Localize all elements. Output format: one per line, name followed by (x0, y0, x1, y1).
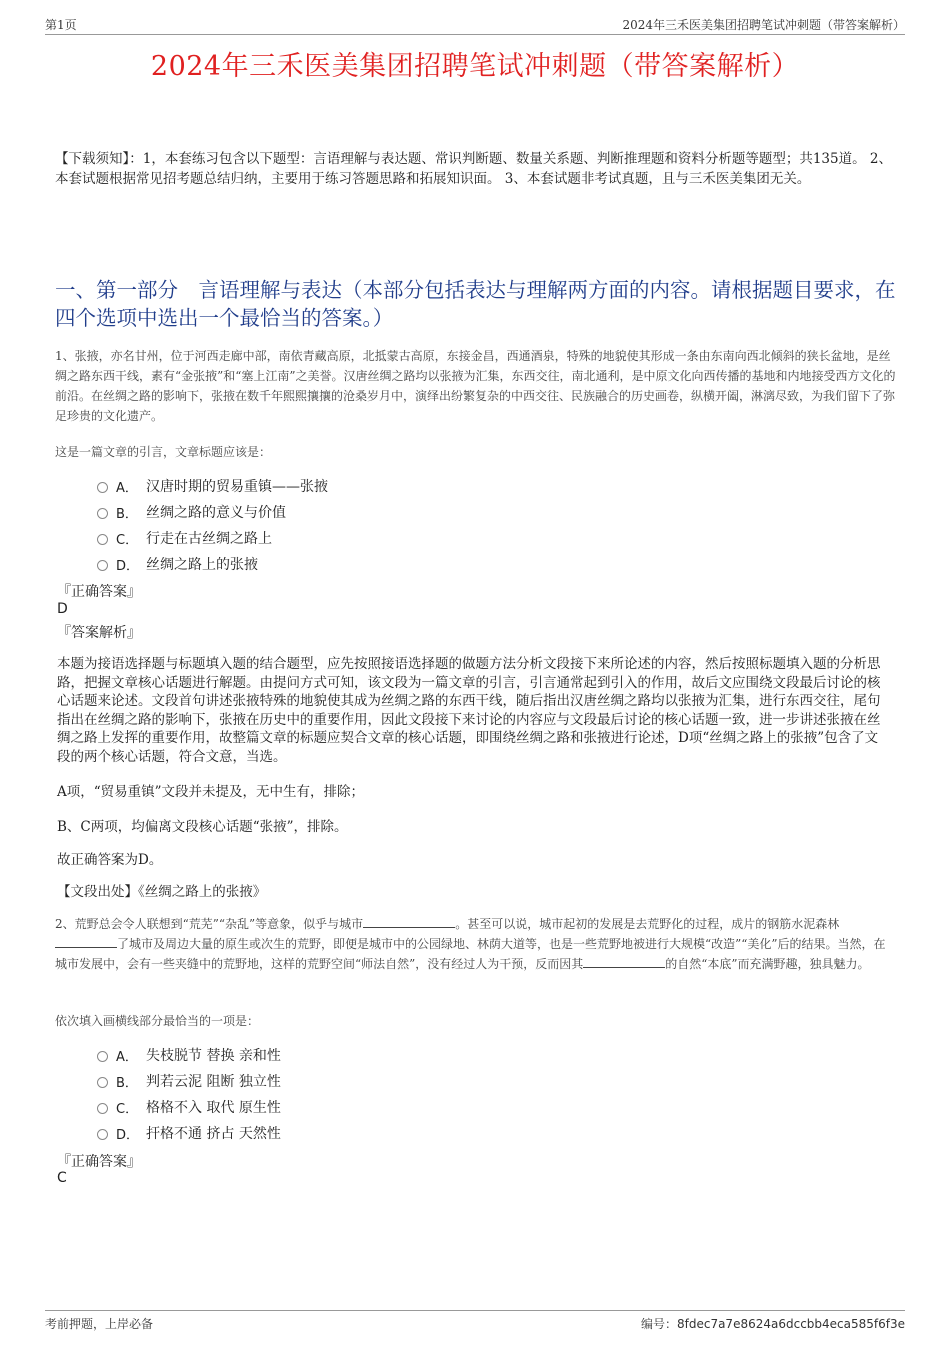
fill-blank-3 (583, 955, 665, 968)
question-2-answer-label: 『正确答案』 (57, 1154, 141, 1170)
footer-code: 编号：8fdec7a7e8624a6dccbb4eca585f6f3e (640, 1317, 905, 1331)
question-1-line-a: A项，“贸易重镇”文段并未提及，无中生有，排除； (57, 784, 365, 800)
page-number: 第1页 (45, 18, 77, 32)
question-1-text: 1、张掖，亦名甘州，位于河西走廊中部，南依青藏高原，北抵蒙古高原，东接金昌，西通酒泉，特殊的地貌使其形成一条由东南向西北倾斜的狭长盆地，是丝绸之路东西干线，素有“金张掖”和“塞上江南”之美誉。汉唐丝绸之路均以张掖为汇集，东西交往，南北通利，是中原文化向西传播的基地和内地接受西方文化的前沿。在丝绸之路的影响下，张掖在数千年熙熙攘攘的沧桑岁月中，演绎出纷繁复杂的中西交往、民族融合的历史画卷，纵横开阖，淋漓尽致，为我们留下了弥足珍贵的文化遗产。 (55, 349, 896, 423)
download-notice: 【下载须知】：1，本套练习包含以下题型：言语理解与表达题、常识判断题、数量关系题、判断推理题和资料分析题等题型；共135道。 2、本套试题根据常见招考题总结归纳，主要用于练习答题思路和拓展知识面。 3、本套试题非考试真题，且与三禾医美集团无关。 (55, 151, 892, 187)
question-1-answer: D (57, 601, 68, 617)
fill-blank-2 (55, 935, 117, 948)
question-1-line-bc: B、C两项，均偏离文段核心话题“张掖”，排除。 (57, 819, 348, 835)
radio-icon[interactable] (97, 1129, 108, 1140)
question-1-option-c[interactable]: C． 行走在古丝绸之路上 (97, 528, 272, 548)
question-1-source: 【文段出处】《丝绸之路上的张掖》 (57, 884, 267, 900)
radio-icon[interactable] (97, 534, 108, 545)
question-2-option-d[interactable]: D． 扞格不通 挤占 天然性 (97, 1123, 281, 1143)
question-1-ask: 这是一篇文章的引言，文章标题应该是： (55, 445, 272, 459)
section-title: 一、第一部分 言语理解与表达（本部分包括表达与理解两方面的内容。请根据题目要求，在四个选项中选出一个最恰当的答案。） (55, 278, 896, 330)
question-2-option-a[interactable]: A． 失枝脱节 替换 亲和性 (97, 1045, 281, 1065)
radio-icon[interactable] (97, 508, 108, 519)
question-1-option-d[interactable]: D． 丝绸之路上的张掖 (97, 554, 258, 574)
question-1-conclusion: 故正确答案为D。 (57, 852, 163, 868)
radio-icon[interactable] (97, 1077, 108, 1088)
question-2-ask: 依次填入画横线部分最恰当的一项是： (55, 1014, 260, 1028)
question-1-answer-label: 『正确答案』 (57, 584, 141, 600)
footer-slogan: 考前押题，上岸必备 (45, 1317, 154, 1331)
radio-icon[interactable] (97, 1051, 108, 1062)
radio-icon[interactable] (97, 1103, 108, 1114)
page-footer (45, 1310, 905, 1331)
page-header (45, 12, 905, 35)
radio-icon[interactable] (97, 482, 108, 493)
question-2-option-c[interactable]: C． 格格不入 取代 原生性 (97, 1097, 281, 1117)
radio-icon[interactable] (97, 560, 108, 571)
question-1-option-a[interactable]: A． 汉唐时期的贸易重镇——张掖 (97, 476, 328, 496)
question-2-option-b[interactable]: B． 判若云泥 阻断 独立性 (97, 1071, 281, 1091)
question-1-analysis-label: 『答案解析』 (57, 625, 141, 641)
document-title: 2024年三禾医美集团招聘笔试冲刺题（带答案解析） (150, 51, 800, 82)
question-1-option-b[interactable]: B． 丝绸之路的意义与价值 (97, 502, 286, 522)
question-2-answer: C (57, 1170, 67, 1186)
question-2-text: 2、荒野总会令人联想到“荒芜”“杂乱”等意象，似乎与城市 。甚至可以说，城市起初的发展是去荒野化的过程，成片的钢筋水泥森林了城市及周边大量的原生或次生的荒野，即便是城市中的公园绿地、林荫大道等，也是一些荒野地被进行大规模“改造”“美化”后的结果。当然，在城市发展中，会有一些夹缝中的荒野地，这样的荒野空间“师法自然”，没有经过人为干预，反而因其 的自然“本底”而充满野趣，独具魅力。 (55, 917, 886, 971)
fill-blank-1 (363, 915, 455, 928)
question-1-analysis: 本题为接语选择题与标题填入题的结合题型，应先按照接语选择题的做题方法分析文段接下来所论述的内容，然后按照标题填入题的分析思路，把握文章核心话题进行解题。由提问方式可知，该文段为一篇文章的引言，引言通常起到引入的作用，故后文应围绕文段最后讨论的核心话题来论述。文段首句讲述张掖特殊的地貌使其成为丝绸之路的东西干线，随后指出汉唐丝绸之路均以张掖为汇集，进行东西交往，尾句指出在丝绸之路的影响下，张掖在历史中的重要作用，因此文段接下来讨论的内容应与文段最后讨论的核心话题一致，进一步讲述张掖在丝绸之路上发挥的重要作用，故整篇文章的标题应契合文章的核心话题，即围绕丝绸之路和张掖进行论述，D项“丝绸之路上的张掖”包含了文段的两个核心话题，符合文意，当选。 (57, 656, 881, 765)
header-doc-title: 2024年三禾医美集团招聘笔试冲刺题（带答案解析） (622, 18, 905, 32)
